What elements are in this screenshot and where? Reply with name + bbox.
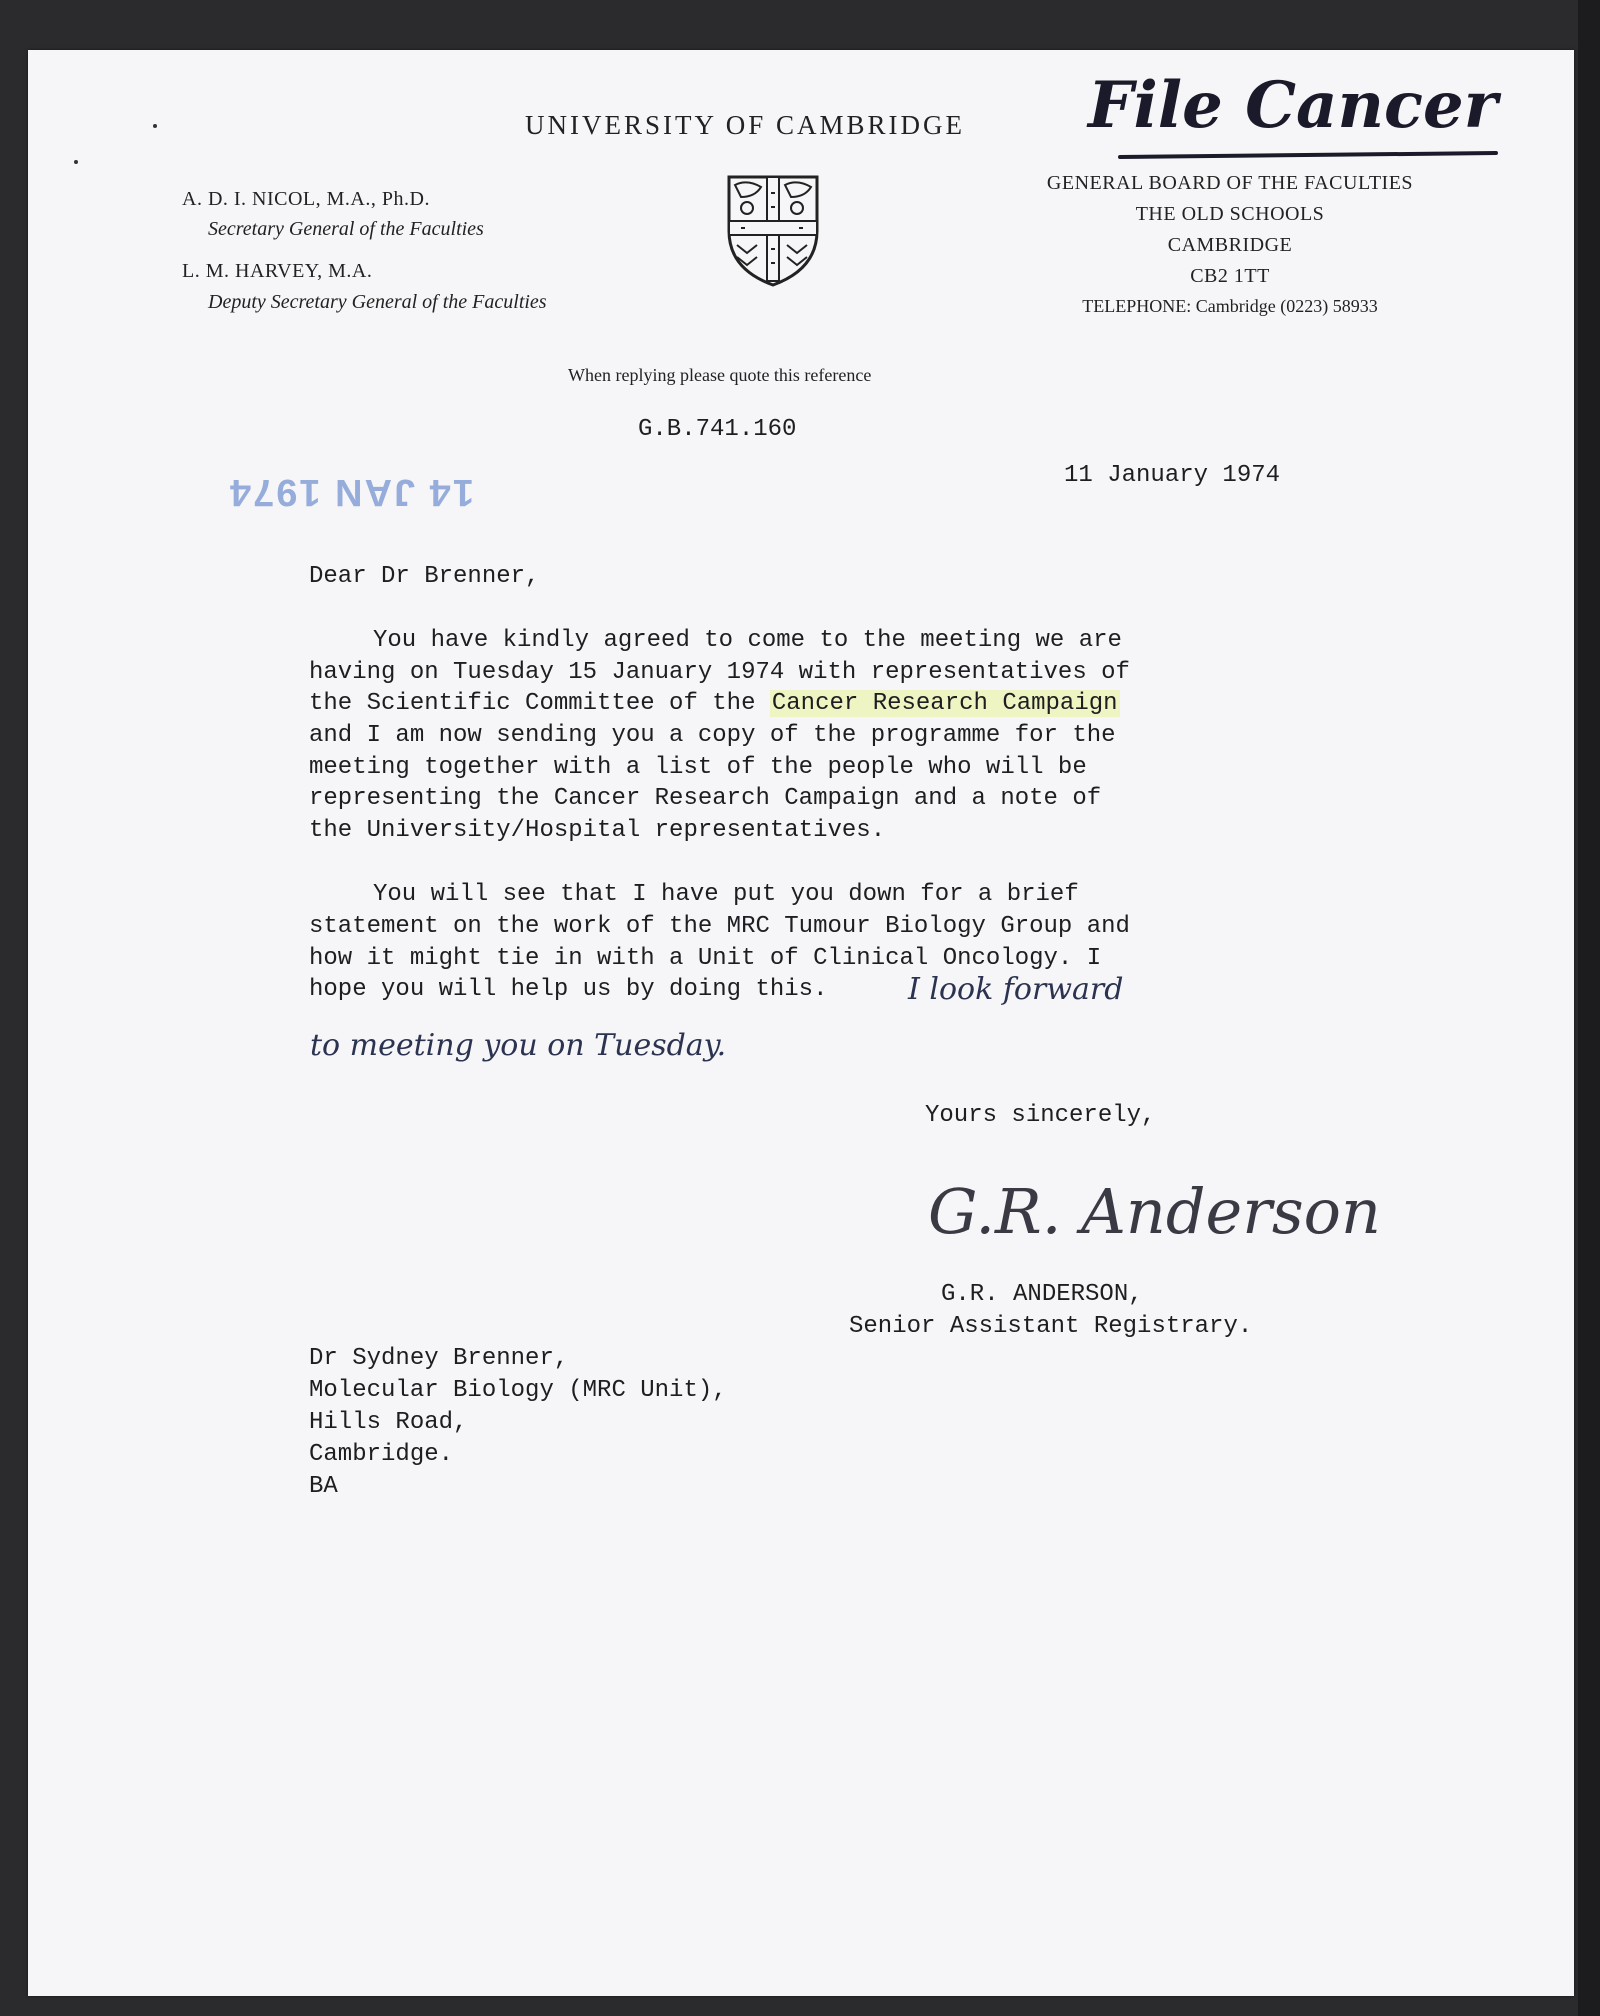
address-line-2: THE OLD SCHOOLS [1135,203,1325,225]
telephone-line: TELEPHONE: Cambridge (0223) 58933 [1082,296,1378,316]
officer-1-title: Secretary General of the Faculties [208,218,484,240]
file-note-handwriting: File Cancer [1088,68,1498,143]
signatory-name: G.R. ANDERSON, [941,1281,1143,1308]
recipient-line-2: Molecular Biology (MRC Unit), [309,1377,727,1404]
reference-label: When replying please quote this reference [568,365,872,385]
paragraph-2-line-1: You will see that I have put you down for a brief [373,881,1079,908]
paragraph-2-line-4: hope you will help us by doing this. [309,976,828,1003]
paragraph-1-line-3 [309,690,1120,717]
recipient-line-5: BA [309,1473,338,1500]
paragraph-1-line-4: and I am now sending you a copy of the programme for the [309,722,1116,749]
file-note-underline [1118,151,1498,159]
handwritten-note-line-1: I look forward [908,972,1124,1007]
paragraph-2-line-2: statement on the work of the MRC Tumour Biology Group and [309,913,1130,940]
letter-date: 11 January 1974 [1064,462,1281,489]
address-line-1: GENERAL BOARD OF THE FACULTIES [1046,172,1414,194]
recipient-line-4: Cambridge. [309,1441,454,1468]
officer-1-name: A. D. I. NICOL, M.A., Ph.D. [182,188,430,210]
paragraph-1-line-6: representing the Cancer Research Campaign and a note of [309,785,1102,812]
paragraph-2-line-3: how it might tie in with a Unit of Clinical Oncology. I [309,945,1102,972]
closing: Yours sincerely, [925,1102,1156,1129]
signature: G.R. Anderson [928,1175,1381,1248]
scan-edge [1578,0,1600,2016]
salutation: Dear Dr Brenner, [309,563,540,590]
letter-page [28,50,1574,1996]
recipient-line-3: Hills Road, [309,1409,468,1436]
paragraph-1-line-1: You have kindly agreed to come to the meeting we are [373,627,1122,654]
officer-2-name: L. M. HARVEY, M.A. [182,260,373,282]
paragraph-1-line-7: the University/Hospital representatives. [309,817,886,844]
recipient-line-1: Dr Sydney Brenner, [309,1345,569,1372]
highlighted-phrase: Cancer Research Campaign [771,690,1118,717]
university-crest-icon [725,173,821,289]
officer-2-title: Deputy Secretary General of the Faculties [208,291,547,313]
handwritten-note-line-2: to meeting you on Tuesday. [310,1028,727,1063]
reference-number: G.B.741.160 [638,416,797,443]
university-title: UNIVERSITY OF CAMBRIDGE [525,110,966,140]
paragraph-1-line-5: meeting together with a list of the people who will be [309,754,1087,781]
margin-mark [153,124,157,128]
margin-mark [74,160,78,164]
address-line-3: CAMBRIDGE [1167,234,1293,256]
received-date-stamp: 14 JAN 1974 [228,471,474,513]
paragraph-1-line-3-text: the Scientific Committee of the [309,690,770,717]
signatory-title: Senior Assistant Registrary. [849,1313,1253,1340]
address-line-4: CB2 1TT [1190,265,1270,287]
paragraph-1-line-2: having on Tuesday 15 January 1974 with representatives of [309,659,1130,686]
